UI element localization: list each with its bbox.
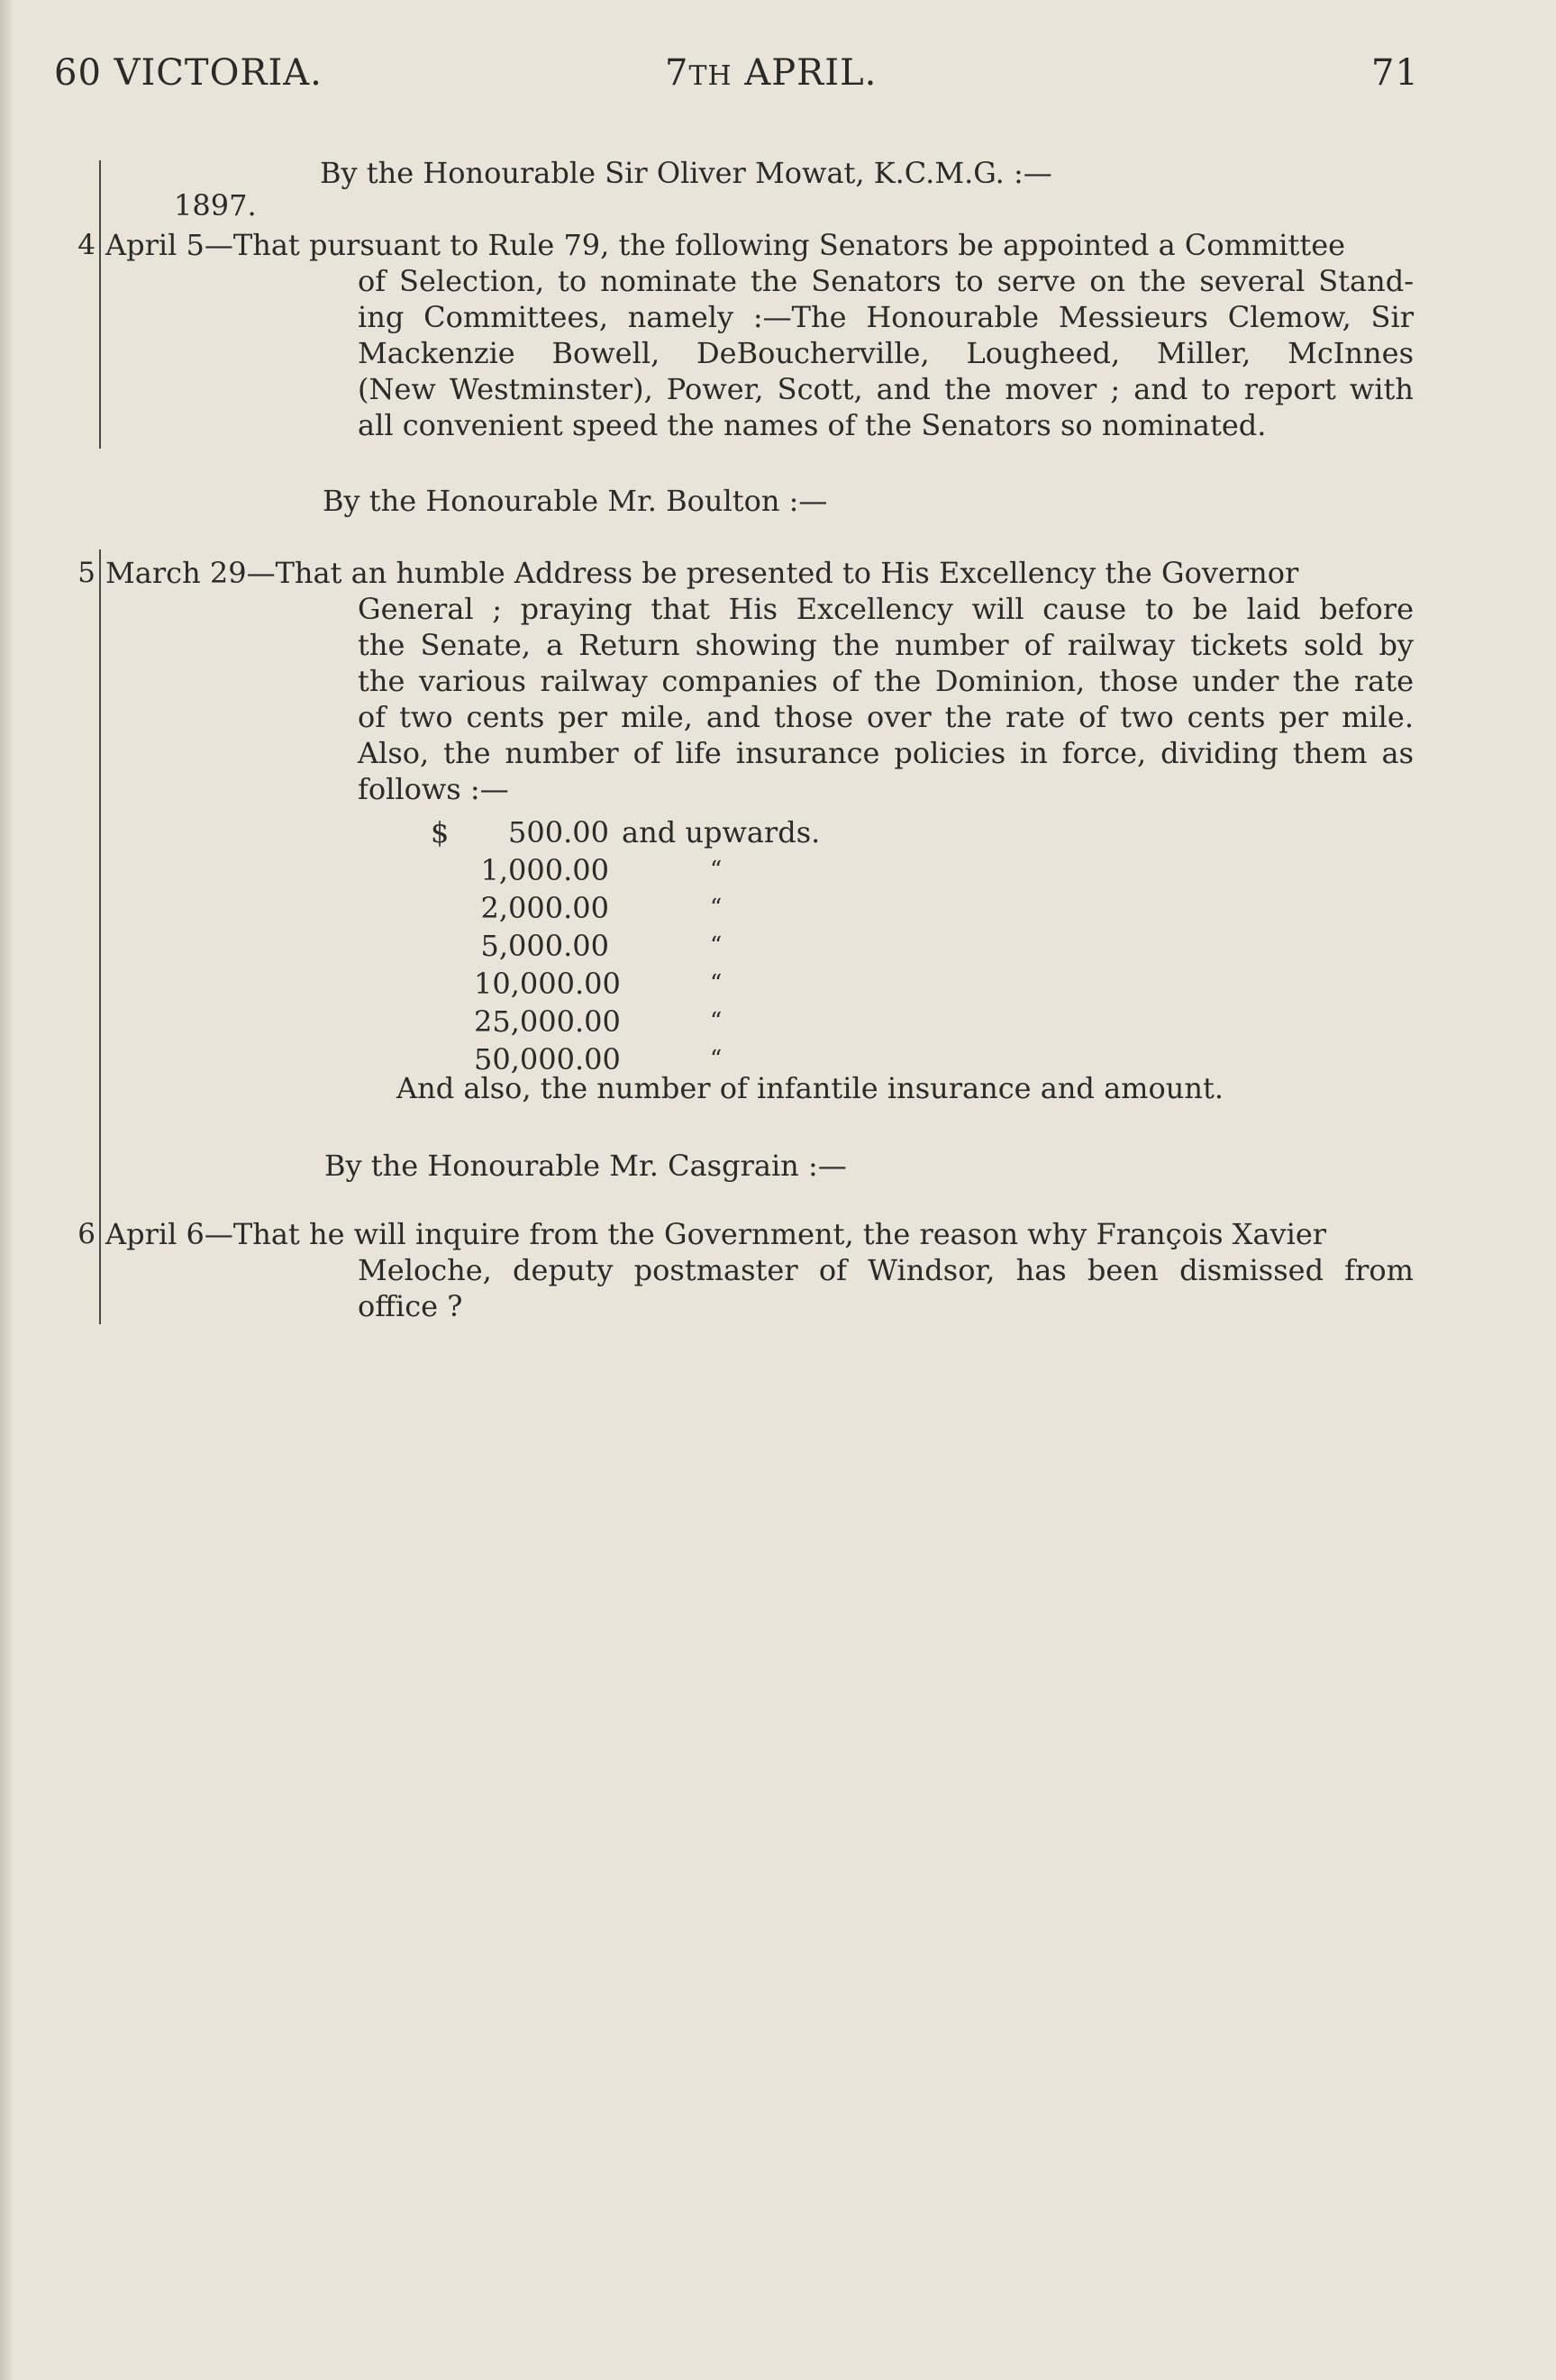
section-heading-boulton: By the Honourable Mr. Boulton :— [323, 484, 828, 518]
section-heading-casgrain: By the Honourable Mr. Casgrain :— [324, 1149, 847, 1183]
currency-sign: $ [431, 815, 450, 849]
ditto-mark: “ [710, 857, 723, 884]
motion-line: Mackenzie Bowell, DeBoucherville, Lougheed, Miller, McInnes [358, 336, 1414, 370]
motion-line: the various railway companies of the Dominion, those under the rate [358, 664, 1414, 698]
motion-number: 6 [77, 1218, 96, 1250]
motion-line: follows :— [358, 772, 509, 806]
motion-number: 5 [77, 557, 96, 589]
motion-line: April 6—That he will inquire from the Government, the reason why François Xavier [105, 1217, 1327, 1251]
motion-line: April 5—That pursuant to Rule 79, the following Senators be appointed a Committee [105, 228, 1346, 262]
ditto-mark: “ [710, 895, 723, 922]
page-edge [0, 0, 13, 2380]
amount-suffix: and upwards. [622, 815, 821, 849]
ditto-mark: “ [710, 1046, 723, 1073]
motion-number: 4 [77, 229, 96, 261]
header-session: 60 VICTORIA. [54, 52, 323, 94]
motion-line: of Selection, to nominate the Senators to serve on the several Stand- [358, 264, 1414, 298]
amount-item: 25,000.00 [474, 1004, 621, 1039]
margin-rule [99, 395, 101, 449]
amount-item: 2,000.00 [480, 891, 609, 925]
motion-line: the Senate, a Return showing the number of railway tickets sold by [358, 628, 1414, 662]
motion-line: office ? [358, 1289, 463, 1323]
motion-line: (New Westminster), Power, Scott, and the mover ; and to report with [358, 372, 1414, 406]
motion-line: ing Committees, namely :—The Honourable Messieurs Clemow, Sir [358, 300, 1414, 334]
amount-item: 1,000.00 [480, 853, 609, 887]
amount-item: 50,000.00 [474, 1042, 621, 1076]
motion-line: General ; praying that His Excellency will cause to be laid before [358, 592, 1414, 626]
year-label: 1897. [174, 188, 257, 223]
motion-line: Meloche, deputy postmaster of Windsor, has been dismissed from [358, 1253, 1414, 1287]
motion-line: March 29—That an humble Address be presented to His Excellency the Governor [105, 556, 1299, 590]
amount-item: 500.00 [508, 815, 609, 849]
amount-item: 5,000.00 [480, 929, 609, 963]
motion-line: all convenient speed the names of the Senators so nominated. [358, 408, 1267, 442]
margin-rule [99, 550, 101, 865]
motion-line: Also, the number of life insurance policies in force, dividing them as [358, 736, 1414, 770]
margin-rule [99, 1090, 101, 1324]
ditto-mark: “ [710, 1008, 723, 1035]
header-date: 7TH APRIL. [665, 52, 878, 94]
ditto-mark: “ [710, 970, 723, 997]
motion-line: of two cents per mile, and those over the rate of two cents per mile. [358, 700, 1414, 734]
section-heading-mowat: By the Honourable Sir Oliver Mowat, K.C.M.G. :— [320, 156, 1052, 190]
amount-item: 10,000.00 [474, 967, 621, 1001]
page-number: 71 [1371, 52, 1419, 94]
ditto-mark: “ [710, 932, 723, 959]
motion-line: And also, the number of infantile insurance and amount. [396, 1071, 1224, 1105]
margin-rule [99, 865, 101, 1090]
margin-rule [99, 160, 101, 395]
